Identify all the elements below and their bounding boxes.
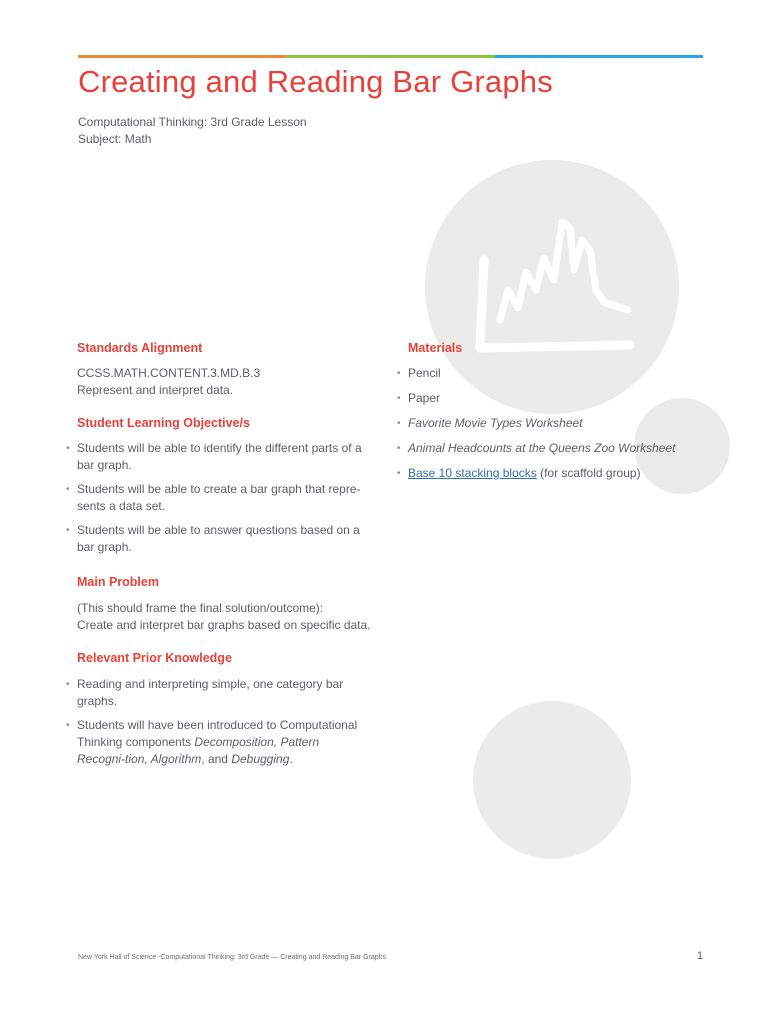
materials-list [397, 365, 697, 482]
objectives-heading: Student Learning Objective/s [77, 416, 250, 430]
standards-text [77, 365, 377, 399]
standards-description: Represent and interpret data. [77, 383, 234, 397]
lesson-grade: Computational Thinking: 3rd Grade Lesson [78, 115, 307, 129]
list-item: • Students will be able to identify the different parts of a bar graph. [66, 440, 368, 474]
main-problem-text: (This should frame the final solution/outcome): Create and interpret bar graphs based on specific data. [77, 601, 371, 632]
list-item: • Students will have been introduced to Computational Thinking components Decomposition, Pattern Recogni-tion, Algorithm, and Debugging. [66, 717, 368, 768]
prior-knowledge-heading: Relevant Prior Knowledge [77, 651, 232, 665]
list-item: • Favorite Movie Types Worksheet [397, 415, 697, 432]
list-item: • Pencil [397, 365, 697, 382]
lesson-subject: Subject: Math [78, 132, 152, 146]
bar-chart-line-icon [470, 210, 640, 360]
list-item: • Base 10 stacking blocks (for scaffold group) [397, 465, 697, 482]
objectives-list [66, 440, 368, 556]
lesson-subtitle [78, 114, 307, 148]
list-item: • Reading and interpreting simple, one category bar graphs. [66, 676, 368, 710]
main-problem-heading: Main Problem [77, 575, 159, 589]
materials-heading: Materials [408, 341, 463, 355]
list-item: • Animal Headcounts at the Queens Zoo Worksheet [397, 440, 697, 457]
list-item: • Paper [397, 390, 697, 407]
footer-text: New York Hall of Science -Computational Thinking: 3rd Grade — Creating and Reading Bar Graphs [78, 954, 387, 961]
standards-heading: Standards Alignment [77, 341, 203, 355]
page-title: Creating and Reading Bar Graphs [78, 64, 553, 99]
list-item: • Students will be able to answer questions based on a bar graph. [66, 522, 368, 556]
list-item: • Students will be able to create a bar graph that repre-sents a data set. [66, 481, 368, 515]
base-10-blocks-link[interactable]: Base 10 stacking blocks [408, 466, 537, 480]
page-number: 1 [697, 950, 704, 962]
standards-code: CCSS.MATH.CONTENT.3.MD.B.3 [77, 366, 261, 380]
top-color-bar [78, 55, 703, 58]
prior-knowledge-list [66, 676, 368, 768]
decorative-circle-bottom [473, 701, 631, 859]
